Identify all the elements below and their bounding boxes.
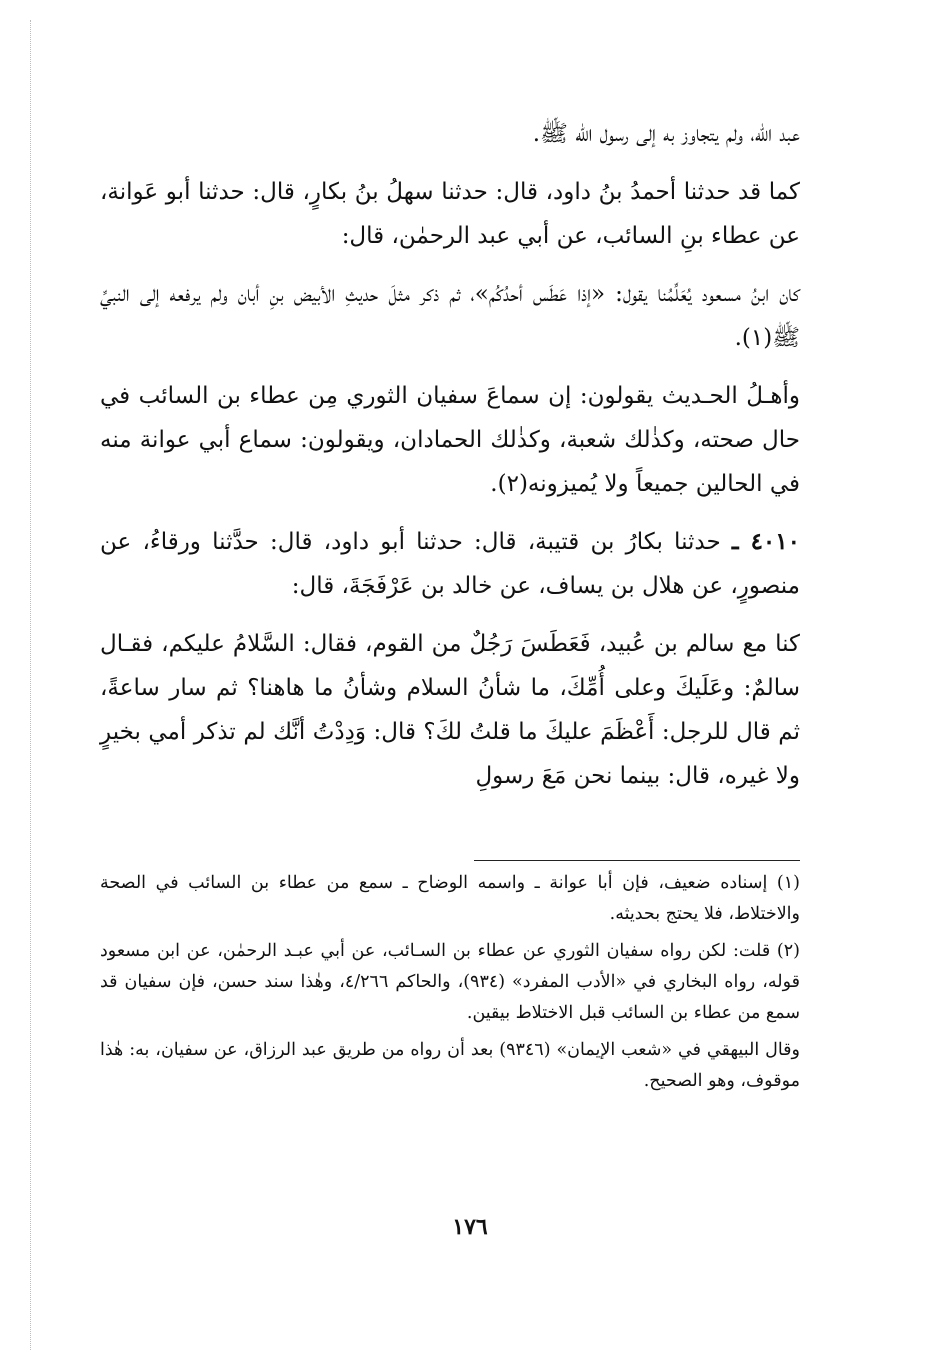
footnote-3: وقال البيهقي في «شعب الإيمان» (٩٣٤٦) بعد أن رواه من طريق عبد الرزاق، عن سفيان، به: هٰذا موقوف، وهو الصحيح.: [100, 1040, 800, 1091]
hadith-number: ٤٠١٠ ـ: [731, 528, 800, 555]
page-number: ١٧٦: [452, 1214, 488, 1240]
paragraph-3: كان ابنُ مسعود يُعَلِّمُنا يقول: «إذا عَطَس أحدُكُم»، ثم ذكر مثلَ حديثِ الأبيض بنِ أبان ولم يرفعه إلى النبيِّ ﷺ(١).: [100, 281, 800, 351]
paragraph-4: وأهـلُ الحـديث يقولون: إن سماعَ سفيان الثوري مِن عطاء بن السائب في حال صحته، وكذٰلك شعبة، وكذٰلك الحمادان، ويقولون: سماع أبي عوانة منه في الحالين جميعاً ولا يُميزونه(٢).: [100, 383, 800, 497]
scan-edge-line: [30, 20, 31, 1350]
main-text: [100, 112, 800, 812]
paragraph-2: كما قد حدثنا أحمدُ بنُ داود، قال: حدثنا سهلُ بنُ بكارٍ، قال: حدثنا أبو عَوانة، عن عطاء بنِ السائب، عن أبي عبد الرحمٰن، قال:: [100, 179, 800, 249]
paragraph-6: كنا مع سالم بن عُبيد، فَعَطَسَ رَجُلٌ من القوم، فقال: السَّلامُ عليكم، فقـال سالمٌ: وعَلَيكَ وعلى أُمِّكَ، ما شأنُ السلام وشأنُ ما هاهنا؟ ثم سار ساعةً، ثم قال للرجل: أَعْظَمَ عليكَ ما قلتُ لكَ؟ قال: وَدِدْتُ أنَّك لم تذكر أمي بخيرٍ ولا غيره، قال: بينما نحن مَعَ رسولِ: [100, 631, 800, 789]
hadith-chain: حدثنا بكارُ بن قتيبة، قال: حدثنا أبو داود، قال: حدَّثنا ورقاءُ، عن منصورٍ، عن هلال بن يساف، عن خالد بن عَرْفَجَةَ، قال:: [100, 529, 800, 599]
footnote-divider: [474, 860, 800, 861]
footnote-1: (١) إسناده ضعيف، فإن أبا عوانة ـ واسمه الوضاح ـ سمع من عطاء بن السائب في الصحة والاختلاط، فلا يحتج بحديثه.: [100, 873, 800, 924]
paragraph-1: عبد الله، ولم يتجاوز به إلى رسول الله ﷺ.: [532, 121, 800, 147]
hadith-paragraph: [100, 520, 800, 608]
footnotes: [100, 868, 800, 1103]
footnote-2: (٢) قلت: لكن رواه سفيان الثوري عن عطاء بن السـائب، عن أبي عبـد الرحمٰن، عن ابن مسعود قوله، رواه البخاري في «الأدب المفرد» (٩٣٤)، والحاكم ٤/٢٦٦، وهٰذا سند حسن، فإن سفيان قد سمع من عطاء بن السائب قبل الاختلاط بيقين.: [100, 941, 800, 1023]
